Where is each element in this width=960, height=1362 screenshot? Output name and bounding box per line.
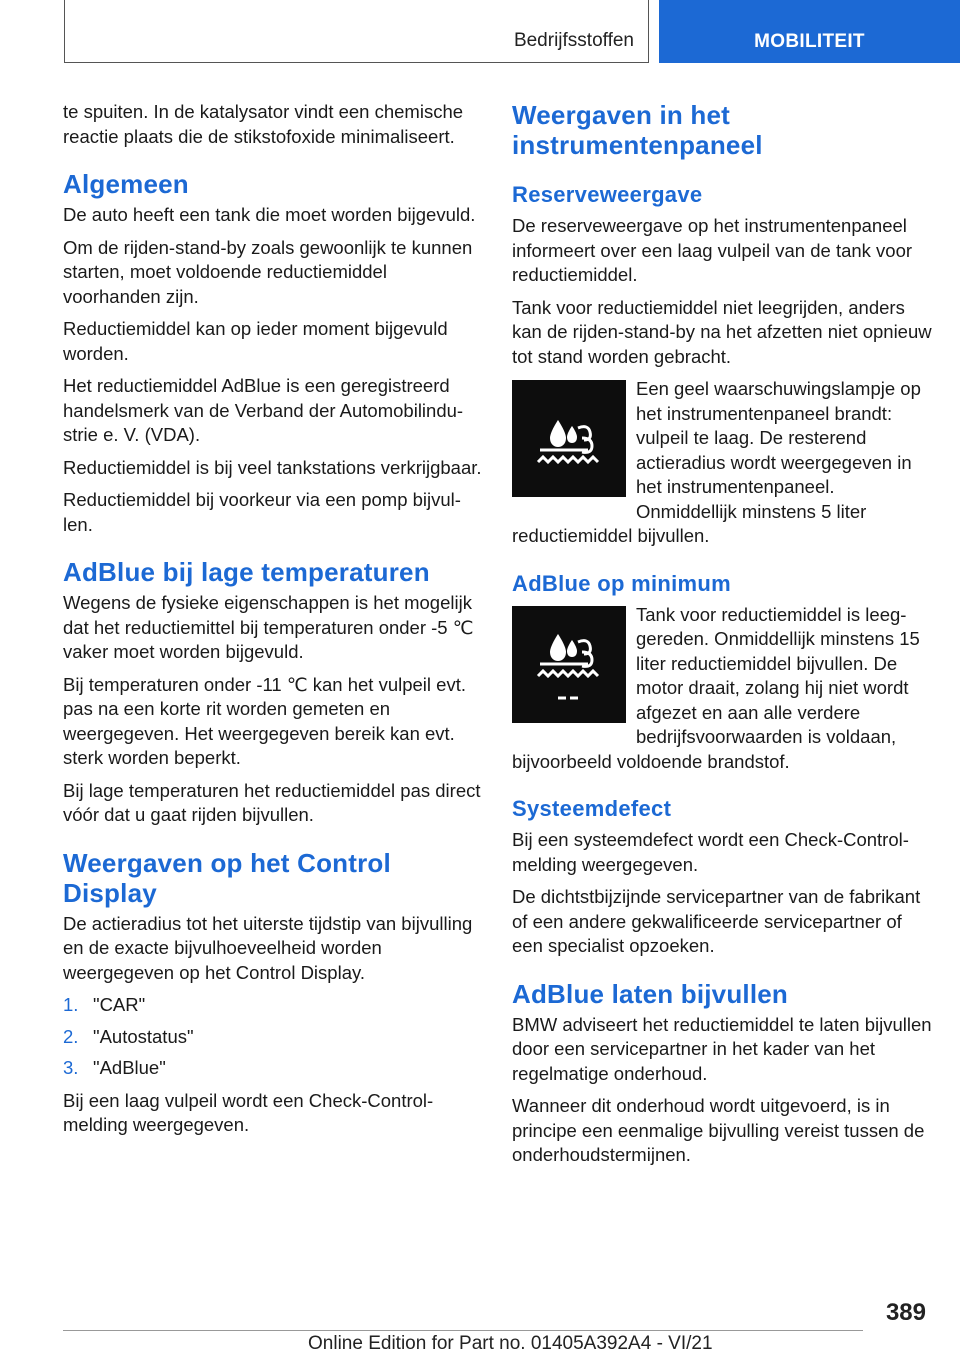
paragraph: De dichtstbijzijnde servicepartner van de fabrikant of een andere gekwalificeerde servicepartner of een specialist opzoeken. xyxy=(512,886,921,956)
left-column xyxy=(63,100,483,1146)
page-header xyxy=(64,0,960,64)
paragraph: Bij een laag vulpeil wordt een Check-Control-melding weergegeven. xyxy=(63,1089,434,1135)
paragraph: Bij een systeemdefect wordt een Check-Control-melding weergegeven. xyxy=(512,829,909,875)
step-number: 3. xyxy=(63,1057,79,1078)
paragraph: Reductiemiddel bij voorkeur via een pomp bijvullen. xyxy=(63,489,461,535)
section-tab[interactable] xyxy=(64,0,649,63)
paragraph: BMW adviseert het reductiemiddel te laten bijvullen door een servicepartner in het kader van het regelmatige onderhoud. xyxy=(512,1013,932,1084)
heading-algemeen: Algemeen xyxy=(63,169,189,199)
footer-divider xyxy=(63,1330,863,1331)
step-text: "Autostatus" xyxy=(93,1025,194,1047)
adblue-warning-icon xyxy=(512,380,626,497)
paragraph: Bij lage temperaturen het reductiemiddel pas direct vóór dat u gaat rijden bijvullen. xyxy=(63,779,481,825)
paragraph: Reductiemiddel is bij veel tankstations verkrijgbaar. xyxy=(63,456,482,478)
heading-systeemdefect: Systeemdefect xyxy=(512,796,672,821)
paragraph: Een geel waarschuwingslampje op het instrumentenpaneel brandt: vulpeil te laag. De resterend actieradius wordt weergegeven in het instrumentenpaneel. Onmiddellijk minstens 5 liter reductiemiddel bijvullen. xyxy=(512,378,921,546)
adblue-empty-icon xyxy=(512,606,626,723)
heading-control-display: Weergaven op het Control Display xyxy=(63,847,391,908)
right-column xyxy=(512,100,932,1176)
step-list xyxy=(63,993,483,1081)
step-number: 2. xyxy=(63,1025,79,1047)
intro-paragraph: te spuiten. In de katalysator vindt een chemische reactie plaats die de stikstofoxide minimaliseert. xyxy=(63,101,464,147)
reserve-warning-block xyxy=(512,377,932,549)
step-text: "AdBlue" xyxy=(93,1057,166,1078)
paragraph: Reductiemiddel kan op ieder moment bijgevuld worden. xyxy=(63,318,448,364)
category-tab[interactable] xyxy=(659,0,960,63)
paragraph: De reserveweergave op het instrumentenpaneel informeert over een laag vulpeil van de tank voor reductiemiddel. xyxy=(512,215,913,285)
step-number: 1. xyxy=(63,994,79,1015)
paragraph: Om de rijden-stand-by zoals gewoonlijk te kunnen starten, moet voldoende reductiemiddel voorhanden zijn. xyxy=(63,236,473,307)
paragraph: Wegens de fysieke eigenschappen is het mogelijk dat het reductiemittel bij temperaturen onder -5 ℃ vaker moet worden bijgevuld. xyxy=(63,592,474,662)
paragraph: Tank voor reductiemiddel niet leegrijden, anders kan de rijden-stand-by na het afzetten niet opnieuw tot stand worden gebracht. xyxy=(512,296,932,367)
section-label: Bedrijfsstoffen xyxy=(513,30,634,51)
heading-lage-temperaturen: AdBlue bij lage temperaturen xyxy=(63,557,430,587)
step-item xyxy=(63,1056,483,1081)
step-item xyxy=(63,993,483,1018)
step-text: "CAR" xyxy=(93,994,146,1015)
paragraph: Bij temperaturen onder -11 ℃ kan het vulpeil evt. pas na een korte rit worden gemeten en weergegeven. Het weergegeven bereik kan evt. sterk worden beperkt. xyxy=(63,673,466,768)
edition-note: Online Edition for Part no. 01405A392A4 - VI/21 xyxy=(308,1333,713,1354)
heading-adblue-bijvullen: AdBlue laten bijvullen xyxy=(512,978,788,1009)
paragraph: De actieradius tot het uiterste tijdstip van bijvulling en de exacte bijvulhoeveelheid worden weergegeven op het Control Display. xyxy=(63,912,473,983)
paragraph: Tank voor reductiemiddel is leeggereden. Onmiddellijk minstens 15 liter reductiemiddel bijvullen. De motor draait, zolang hij niet wordt afgezet en aan alle verdere bedrijfsvoorwaarden is voldaan, bijvoorbeeld voldoende brandstof. xyxy=(512,603,920,772)
category-label: MOBILITEIT xyxy=(754,31,865,52)
paragraph: De auto heeft een tank die moet worden bijgevuld. xyxy=(63,204,476,225)
paragraph: Wanneer dit onderhoud wordt uitgevoerd, is in principe een eenmalige bijvulling vereist tussen de onderhoudstermijnen. xyxy=(512,1095,925,1165)
heading-instrumentenpaneel: Weergaven in het instrumentenpaneel xyxy=(512,100,763,160)
step-item xyxy=(63,1025,483,1050)
page-number: 389 xyxy=(885,1299,926,1326)
paragraph: Het reductiemiddel AdBlue is een geregistreerd handelsmerk van de Verband der Automobilindustrie e. V. (VDA). xyxy=(63,375,464,445)
heading-adblue-minimum: AdBlue op minimum xyxy=(512,570,731,596)
minimum-warning-block xyxy=(512,603,932,775)
heading-reserveweergave: Reserveweergave xyxy=(512,182,703,207)
